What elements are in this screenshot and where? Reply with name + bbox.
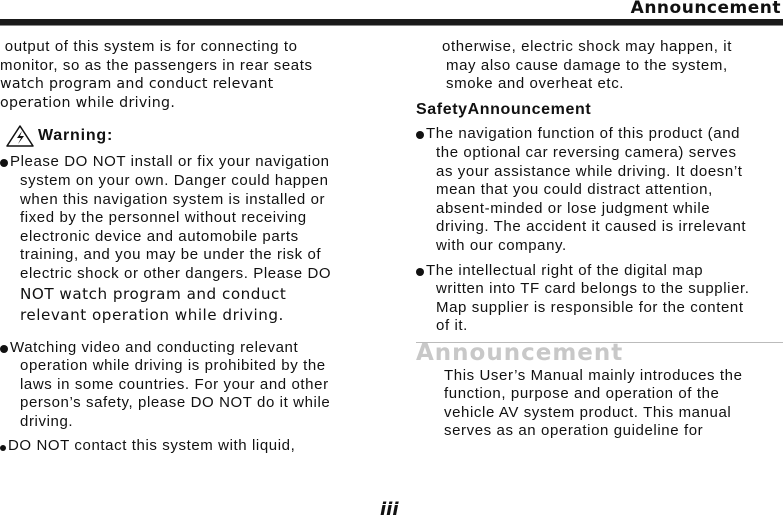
list-item <box>0 153 372 326</box>
continuation-line: may also cause damage to the system, <box>446 56 728 74</box>
bullet-line: DO NOT contact this system with liquid, <box>8 436 296 454</box>
bullet-line: Please DO NOT install or fix your navigation <box>10 153 330 171</box>
intro-line: output of this system is for connecting to <box>0 38 298 55</box>
bullet-line: mean that you could distract attention, <box>436 181 713 199</box>
bullet-line: fixed by the personnel without receiving <box>20 209 307 227</box>
bullet-dot <box>416 131 424 139</box>
intro-line: operation while driving. <box>0 94 176 111</box>
bullet-line: with our company. <box>436 236 567 254</box>
intro-line: monitor, so as the passengers in rear seats <box>0 56 313 74</box>
bullet-line: operation while driving is prohibited by the <box>20 357 326 375</box>
continuation-line: smoke and overheat etc. <box>446 75 625 93</box>
intro-line: function, purpose and operation of the <box>444 385 720 403</box>
bullet-line: Map supplier is responsible for the content <box>436 298 744 316</box>
announcement-intro <box>444 367 783 441</box>
bullet-line: absent-minded or lose judgment while <box>436 199 711 217</box>
list-item <box>416 125 783 255</box>
bullet-line: electric shock or other dangers. Please DO <box>20 264 332 282</box>
announcement-heading: Announcement <box>416 339 624 366</box>
bullet-line: relevant operation while driving. <box>20 306 284 325</box>
bullet-line: when this navigation system is installed or <box>20 190 326 208</box>
list-item <box>416 262 783 336</box>
left-column <box>0 38 372 455</box>
intro-line: vehicle AV system product. This manual <box>444 403 732 421</box>
section-title: SafetyAnnouncement <box>416 100 592 118</box>
bullet-line: training, and you may be under the risk of <box>20 246 322 264</box>
bullet-line: driving. <box>20 412 74 430</box>
bullet-line: laws in some countries. For your and other <box>20 375 329 393</box>
bullet-line: Watching video and conducting relevant <box>10 338 299 356</box>
warning-triangle-icon <box>6 125 34 147</box>
bullet-line: the optional car reversing camera) serves <box>436 143 737 161</box>
warning-heading <box>6 125 372 147</box>
page-number: iii <box>380 499 399 520</box>
page-header-title: Announcement <box>630 0 781 18</box>
header-rule <box>0 19 783 26</box>
bullet-line: of it. <box>436 317 468 335</box>
bullet-dot <box>0 159 8 167</box>
bullet-line: person’s safety, please DO NOT do it while <box>20 394 331 412</box>
right-column <box>416 38 783 441</box>
bullet-dot <box>0 445 6 451</box>
intro-line: watch program and conduct relevant <box>0 76 274 93</box>
intro-line: serves as an operation guideline for <box>444 422 704 440</box>
intro-line: This User’s Manual mainly introduces the <box>444 366 743 384</box>
bullet-line: system on your own. Danger could happen <box>20 171 329 189</box>
list-item <box>0 339 372 432</box>
bullet-dot <box>0 345 8 353</box>
continuation-line: otherwise, electric shock may happen, it <box>442 38 732 55</box>
bullet-line: NOT watch program and conduct <box>20 284 287 303</box>
bullet-line: The intellectual right of the digital map <box>426 261 704 279</box>
warning-label: Warning: <box>38 127 114 145</box>
bullet-line: as your assistance while driving. It doesn’t <box>436 162 743 180</box>
bullet-line: driving. The accident it caused is irrelevant <box>436 218 747 236</box>
list-item <box>0 437 372 456</box>
bullet-line: electronic device and automobile parts <box>20 227 299 245</box>
bullet-line: written into TF card belongs to the supplier. <box>436 280 750 298</box>
bullet-line: The navigation function of this product (and <box>426 125 741 143</box>
bullet-dot <box>416 268 424 276</box>
